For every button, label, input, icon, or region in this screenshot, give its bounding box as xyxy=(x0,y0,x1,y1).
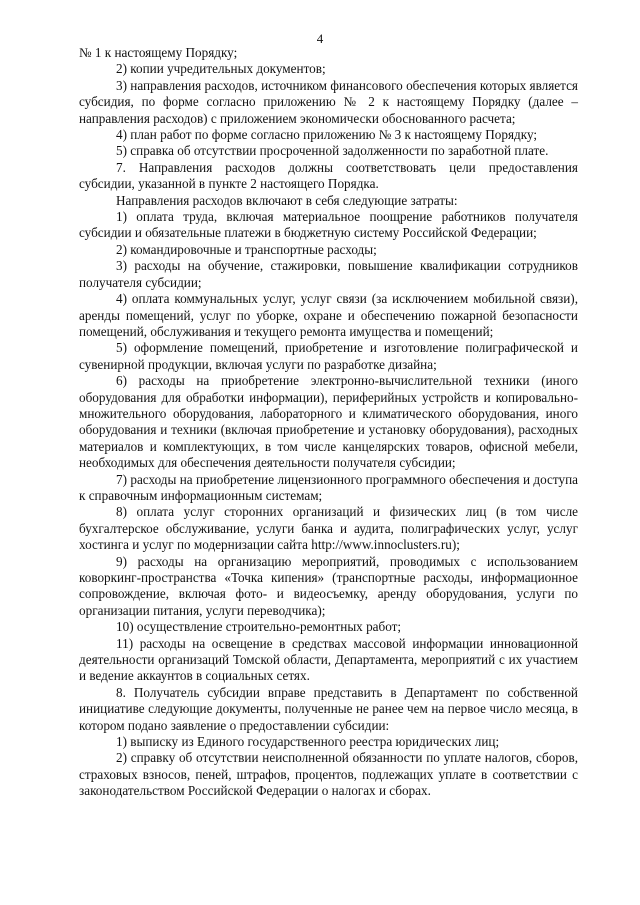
paragraph: 11) расходы на освещение в средствах массовой информации инновационной деятельности организаций Томской области, Департамента, мероприятий с их участием и ведение аккаунтов в социальных сетях. xyxy=(79,635,578,684)
paragraph: 10) осуществление строительно-ремонтных работ; xyxy=(116,619,402,635)
paragraph: 3) направления расходов, источником финансового обеспечения которых является субсидия, по форме согласно приложению № 2 к настоящему Порядку (далее – направления расходов) с приложением экономически обоснованного расчета; xyxy=(79,77,578,126)
paragraph: 4) план работ по форме согласно приложению № 3 к настоящему Порядку; xyxy=(116,127,538,143)
paragraph: 2) командировочные и транспортные расходы; xyxy=(116,241,377,257)
paragraph: 8. Получатель субсидии вправе представить в Департамент по собственной инициативе следующие документы, полученные не ранее чем на первое число месяца, в котором подано заявление о предоставлении субсидии: xyxy=(79,684,578,733)
paragraph: 8) оплата услуг сторонних организаций и физических лиц (в том числе бухгалтерское обслуживание, услуги банка и аудита, полиграфических услуг, услуг хостинга и услуг по модернизации сайта http://www.innoclusters.ru); xyxy=(79,504,578,553)
page-number: 4 xyxy=(316,31,324,46)
paragraph: 7. Направления расходов должны соответствовать цели предоставления субсидии, указанной в пункте 2 настоящего Порядка. xyxy=(79,159,578,192)
paragraph: № 1 к настоящему Порядку; xyxy=(79,45,238,60)
paragraph: 1) выписку из Единого государственного реестра юридических лиц; xyxy=(116,734,500,750)
paragraph: 6) расходы на приобретение электронно-вычислительной техники (иного оборудования для обработки информации), периферийных устройств и копировально-множительного оборудования, лабораторного и климатического оборудования, иного оборудования и техники (включая приобретение и установку оборудования), расходных материалов и комплектующих, в том числе канцелярских товаров, офисной мебели, необходимых для обеспечения деятельности получателя субсидии; xyxy=(79,373,578,471)
paragraph: 3) расходы на обучение, стажировки, повышение квалификации сотрудников получателя субсидии; xyxy=(79,258,578,290)
paragraph: 4) оплата коммунальных услуг, услуг связи (за исключением мобильной связи), аренды помещений, услуг по уборке, охране и обеспечению пожарной безопасности помещений, обслуживания и текущего ремонта имущества и помещений; xyxy=(79,291,578,339)
paragraph: 5) справка об отсутствии просроченной задолженности по заработной плате. xyxy=(116,143,549,159)
paragraph: 2) справку об отсутствии неисполненной обязанности по уплате налогов, сборов, страховых взносов, пеней, штрафов, процентов, подлежащих уплате в соответствии с законодательством Российской Федерации о налогах и сборах. xyxy=(79,750,578,799)
paragraph: 9) расходы на организацию мероприятий, проводимых с использованием коворкинг-пространства «Точка кипения» (транспортные расходы, информационное сопровождение, включая фото- и видеосъемку, аренду оборудования, услуги по организации питания, услуги переводчика); xyxy=(79,553,578,618)
paragraph: 7) расходы на приобретение лицензионного программного обеспечения и доступа к справочным информационным системам; xyxy=(79,471,578,503)
paragraph: Направления расходов включают в себя следующие затраты: xyxy=(116,192,458,208)
document-body xyxy=(79,45,578,800)
paragraph: 5) оформление помещений, приобретение и изготовление полиграфической и сувенирной продукции, включая услуги по разработке дизайна; xyxy=(79,340,578,372)
paragraph: 1) оплата труда, включая материальное поощрение работников получателя субсидии и обязательные платежи в бюджетную систему Российской Федерации; xyxy=(79,209,578,241)
paragraph: 2) копии учредительных документов; xyxy=(116,61,326,77)
